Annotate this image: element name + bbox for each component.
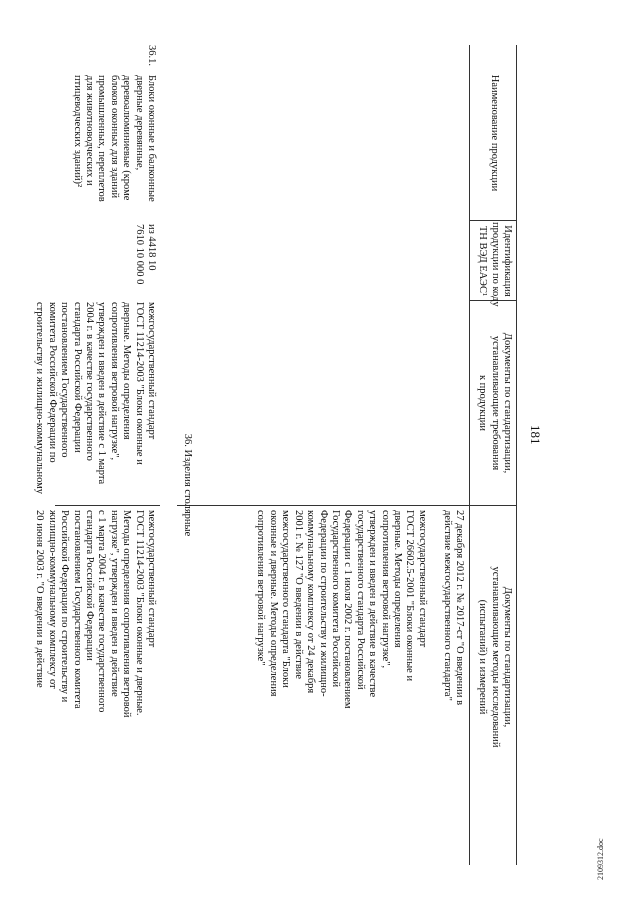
text-line [428, 510, 440, 810]
text-line: постановлением Государственного [59, 302, 71, 458]
requirement-standard-cell [33, 302, 157, 504]
text-line: жилищно-коммунальному комплексу от [46, 510, 58, 689]
header-bottom-border [469, 45, 470, 865]
text-line: межгосударственный стандарт [416, 510, 428, 648]
text-line: межгосударственного стандарта "Блоки [280, 510, 292, 688]
text-line: утвержден и введен в действие в качестве [367, 510, 379, 698]
header-requirement-standards [476, 302, 513, 504]
text-line: постановлением Государственного комитета [71, 510, 83, 709]
table-top-border [516, 45, 517, 865]
text-line: ГОСТ 11214-2003 "Блоки оконные и [133, 302, 145, 465]
text-line: дверные. Методы определения [121, 302, 133, 440]
text-line: государственного стандарта Российской [354, 510, 366, 690]
text-line: утвержден и введен в действие с 1 марта [96, 302, 108, 485]
header-col1-line: Наименование продукции [489, 74, 500, 192]
text-line: оконные и дверные. Методы определения [267, 510, 279, 697]
text-line: стандарта Российской Федерации [71, 302, 83, 453]
text-line: Блоки оконные и балконные [146, 75, 157, 202]
page-number: 181 [528, 425, 543, 445]
test-method-standard-cell [33, 510, 157, 810]
text-line: сопротивления ветровой нагрузке", [108, 302, 120, 461]
text-line: 2001 г. № 127 "О введении в действие [292, 510, 304, 680]
header-col2-line: продукции по коду [489, 222, 501, 307]
text-line: Государственного комитета Российской [329, 510, 341, 688]
text-line: дверные деревянные, [133, 75, 145, 171]
header-col4-line: устанавливающие методы исследований [489, 566, 501, 748]
text-line: с 1 марта 2004 г. в качестве государственного [96, 510, 108, 713]
text-line: строительству и жилищно-коммунальному [34, 302, 46, 495]
text-line: 2004 г. в качестве государственного [83, 302, 95, 461]
text-line: блоков оконных для зданий [108, 75, 120, 199]
text-line: 7610 10 000 0 [133, 224, 145, 285]
text-line: для животноводческих и [83, 75, 95, 186]
column-divider-3b [55, 505, 160, 506]
text-line: Методы определения сопротивления ветровой [121, 510, 133, 718]
text-line: сопротивления ветровой нагрузке", [379, 510, 391, 669]
text-line: Российской Федерации по строительству и [59, 510, 71, 703]
text-line: 20 июня 2003 г. "О введении в действие [34, 510, 46, 688]
text-line: промышленных, переплетов [96, 75, 108, 202]
footer-filename: 2109312.doc [596, 838, 605, 880]
text-line: стандарта Российской Федерации [83, 510, 95, 661]
text-line: ГОСТ 26602.5-2001 "Блоки оконные и [404, 510, 416, 682]
text-line: межгосударственный стандарт [146, 302, 157, 440]
header-col3-line: к продукции [477, 374, 489, 432]
header-col3-line: устанавливающие требования [489, 335, 501, 471]
text-line: действие межгосударственного стандарта" [441, 510, 453, 701]
header-product-name [488, 47, 500, 219]
text-line: Федерации по строительству и жилищно- [317, 510, 329, 697]
header-tnved-code [476, 222, 513, 307]
continuation-test-methods [254, 510, 465, 810]
text-line: ГОСТ 11214-2003 "Блоки оконные и дверные. [133, 510, 145, 716]
product-name-cell [70, 75, 157, 220]
header-col2-line: Идентификация [502, 225, 513, 297]
text-line: нагрузке", утвержден и введен в действие [108, 510, 120, 697]
text-line: птицеводческих зданий)² [71, 75, 83, 188]
text-line: из 4418 10 [146, 224, 157, 271]
text-line: дверные. Методы определения [391, 510, 403, 648]
text-line: межгосударственный стандарт [146, 510, 157, 648]
rotated-table-sheet [34, 25, 555, 865]
text-line: коммунальному комплексу от 24 декабря [305, 510, 317, 694]
text-line: сопротивления ветровой нагрузке" [255, 510, 267, 666]
text-line: деревоалюминиевые (кроме [121, 75, 133, 201]
header-col3-line: Документы по стандартизации, [502, 332, 513, 474]
column-divider-3 [177, 505, 517, 506]
row-number: 36.1. [146, 45, 157, 66]
header-col2-line: ТН ВЭД ЕАЭС¹ [477, 225, 489, 297]
text-line: Федерации с 1 июля 2002 г. постановлением [342, 510, 354, 709]
header-col4-line: (испытаний) и измерений [477, 599, 489, 715]
column-divider-1 [470, 220, 517, 221]
header-test-method-standards [476, 507, 513, 807]
section-title: 36. Изделия столярные [182, 433, 193, 537]
text-line: 27 декабря 2012 г. № 2017-ст "О введении в [454, 510, 465, 706]
header-col4-line: Документы по стандартизации, [502, 586, 513, 728]
text-line: комитета Российской Федерации по [46, 302, 58, 463]
tnved-code-cell [132, 224, 157, 300]
